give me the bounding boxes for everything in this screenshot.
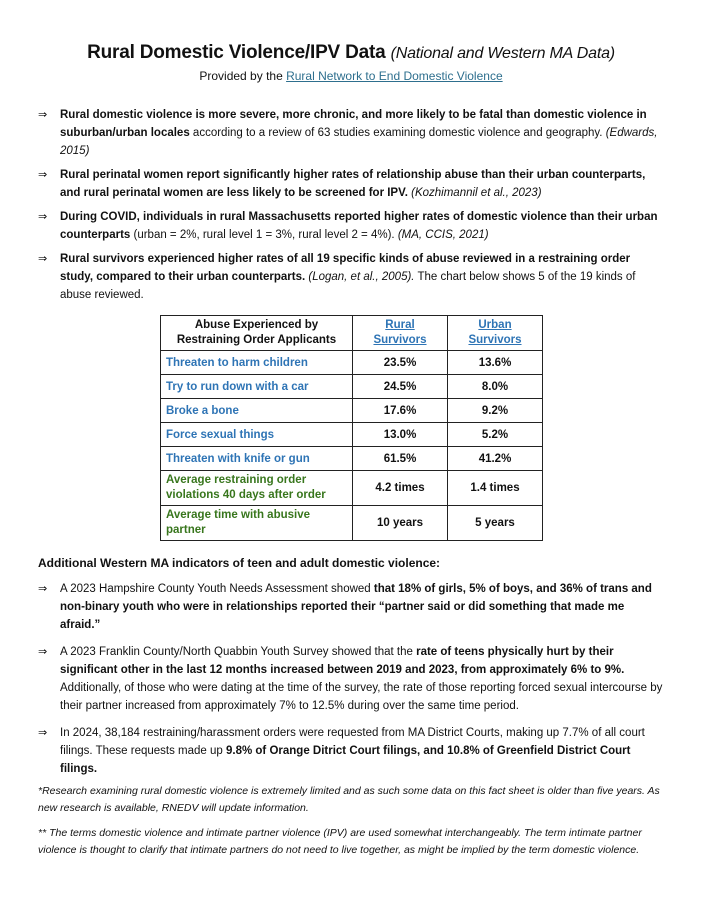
rural-value: 13.0% (353, 423, 448, 447)
bullet-bold: Rural domestic violence is more severe, more chronic, and more likely to be fatal than domestic violence in suburban/urban locales (60, 109, 647, 139)
urban-value: 8.0% (448, 375, 543, 399)
list-item (38, 724, 663, 778)
urban-value: 5 years (448, 506, 543, 541)
rural-value: 17.6% (353, 399, 448, 423)
western-bullets (38, 580, 663, 784)
list-item (38, 106, 663, 160)
col-header-urban: Urban Survivors (448, 316, 543, 351)
row-label: Average time with abusive partner (161, 506, 353, 541)
rural-value: 61.5% (353, 447, 448, 471)
table-row (161, 447, 543, 471)
table-row (161, 351, 543, 375)
bullet-bold: During COVID, individuals in rural Massachusetts reported higher rates of domestic violence than their urban counterparts (60, 211, 658, 241)
bullet-bold: rate of teens physically hurt by their significant other in the last 12 months increased between 2019 and 2023, from approximately 6% to 9%. (60, 646, 625, 676)
col-header-rural: Rural Survivors (353, 316, 448, 351)
rural-value: 23.5% (353, 351, 448, 375)
list-item (38, 208, 663, 244)
title-subtitle: (National and Western MA Data) (390, 45, 615, 62)
citation: (Edwards, 2015) (60, 127, 658, 157)
table-row (161, 423, 543, 447)
row-label: Try to run down with a car (161, 375, 353, 399)
footnote-terms: ** The terms domestic violence and intimate partner violence (IPV) are used somewhat interchangeably. The term intimate partner violence is thought to clarify that intimate partners do not need to live together, as might be implied by the term domestic violence. (38, 827, 642, 856)
arrow-icon: ⇒ (38, 646, 48, 658)
list-item (38, 643, 663, 715)
table-row (161, 471, 543, 506)
provided-prefix: Provided by the (199, 69, 287, 83)
bullet-text: (urban = 2%, rural level 1 = 3%, rural level 2 = 4%). (130, 229, 398, 241)
urban-value: 9.2% (448, 399, 543, 423)
provided-by (0, 69, 702, 83)
citation: (Kozhimannil et al., 2023) (411, 187, 542, 199)
bullet-text: A 2023 Franklin County/North Quabbin Youth Survey showed that the (60, 646, 417, 658)
bullet-text-after: Additionally, of those who were dating at the time of the survey, the rate of those reporting forced sexual intercourse by their partner increased from approximately 7% to 12.5% during over the same time period. (60, 682, 663, 712)
row-label: Threaten with knife or gun (161, 447, 353, 471)
urban-value: 41.2% (448, 447, 543, 471)
footnote-research: *Research examining rural domestic violence is extremely limited and as such some data on this fact sheet is older than five years. As new research is available, RNEDV will update information. (38, 785, 660, 814)
rural-value: 4.2 times (353, 471, 448, 506)
bullet-bold: 9.8% of Orange Ditrict Court filings, and 10.8% of Greenfield District Court filings. (60, 745, 631, 775)
title-main: Rural Domestic Violence/IPV Data (87, 42, 386, 63)
arrow-icon: ⇒ (38, 727, 48, 739)
arrow-icon: ⇒ (38, 109, 48, 121)
rural-value: 10 years (353, 506, 448, 541)
list-item (38, 250, 663, 304)
arrow-icon: ⇒ (38, 583, 48, 595)
rural-value: 24.5% (353, 375, 448, 399)
table-row (161, 506, 543, 541)
bullet-text: according to a review of 63 studies examining domestic violence and geography. (189, 127, 606, 139)
abuse-table (160, 315, 543, 541)
page-title (0, 42, 702, 64)
urban-value: 5.2% (448, 423, 543, 447)
col-header-abuse: Abuse Experienced by Restraining Order Applicants (161, 316, 353, 351)
row-label: Threaten to harm children (161, 351, 353, 375)
urban-value: 1.4 times (448, 471, 543, 506)
row-label: Average restraining order violations 40 days after order (161, 471, 353, 506)
arrow-icon: ⇒ (38, 253, 48, 265)
table-row (161, 375, 543, 399)
citation: (Logan, et al., 2005). (308, 271, 415, 283)
bullet-text: In 2024, 38,184 restraining/harassment orders were requested from MA District Courts, making up 7.7% of all court filings. These requests made up (60, 727, 645, 757)
citation: (MA, CCIS, 2021) (397, 229, 489, 241)
national-bullets (38, 106, 663, 310)
arrow-icon: ⇒ (38, 211, 48, 223)
table-row (161, 399, 543, 423)
arrow-icon: ⇒ (38, 169, 48, 181)
rnedv-link[interactable]: Rural Network to End Domestic Violence (286, 69, 503, 83)
table-header-row (161, 316, 543, 351)
bullet-text-after: The chart below shows 5 of the 19 kinds of abuse reviewed. (60, 271, 636, 301)
bullet-text: A 2023 Hampshire County Youth Needs Assessment showed (60, 583, 374, 595)
western-ma-heading: Additional Western MA indicators of teen and adult domestic violence: (38, 556, 441, 570)
bullet-bold: that 18% of girls, 5% of boys, and 36% of trans and non-binary youth who were in relationships reported their “partner said or did something that made me afraid.” (60, 583, 652, 631)
list-item (38, 580, 663, 634)
bullet-bold: Rural perinatal women report significantly higher rates of relationship abuse than their urban counterparts, and rural perinatal women are less likely to be screened for IPV. (60, 169, 646, 199)
bullet-bold: Rural survivors experienced higher rates of all 19 specific kinds of abuse reviewed in a restraining order study, compared to their urban counterparts. (60, 253, 631, 283)
urban-value: 13.6% (448, 351, 543, 375)
row-label: Force sexual things (161, 423, 353, 447)
row-label: Broke a bone (161, 399, 353, 423)
list-item (38, 166, 663, 202)
